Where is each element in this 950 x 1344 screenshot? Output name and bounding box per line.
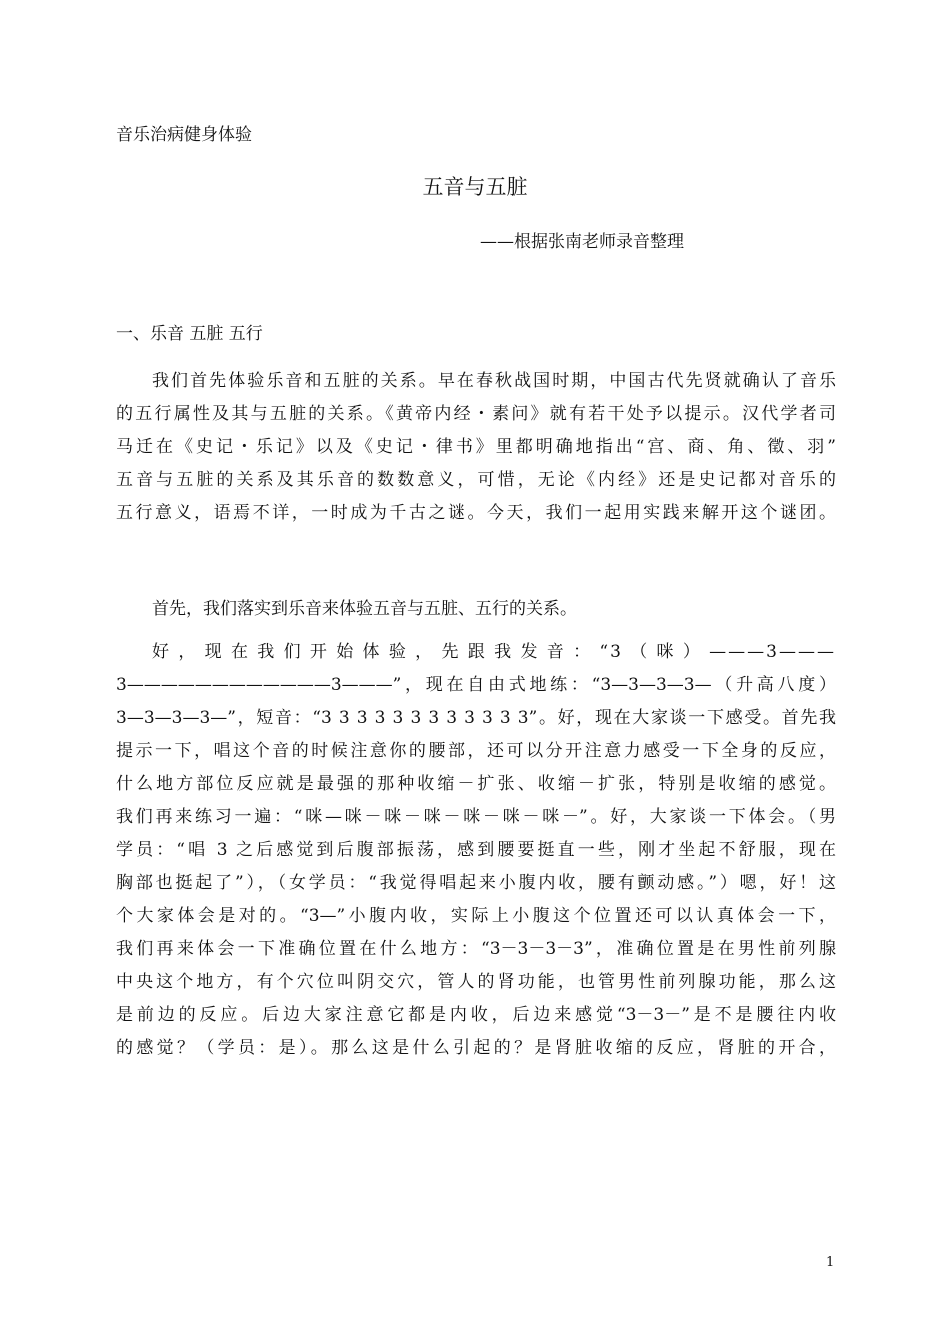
paragraph-line: 五行意义，语焉不详，一时成为千古之谜。今天，我们一起用实践来解开这个谜团。	[116, 503, 836, 523]
paragraph-line: 我们再来体会一下准确位置在什么地方：“3－3－3－3”，准确位置是在男性前列腺	[116, 939, 836, 959]
paragraph-3	[116, 636, 836, 1065]
paragraph-1	[116, 365, 836, 530]
paragraph-line: 好，现在我们开始体验，先跟我发音：“3（咪）———3———	[152, 642, 836, 662]
paragraph-line: 我们首先体验乐音和五脏的关系。早在春秋战国时期，中国古代先贤就确认了音乐	[152, 371, 836, 391]
paragraph-line: 提示一下，唱这个音的时候注意你的腰部，还可以分开注意力感受一下全身的反应，	[116, 741, 836, 761]
document-title: 五音与五脏	[422, 175, 528, 199]
paragraph-line: 学员：“唱 3 之后感觉到后腹部振荡，感到腰要挺直一些，刚才坐起不舒服，现在	[116, 840, 836, 860]
paragraph-line: 中央这个地方，有个穴位叫阴交穴，管人的肾功能，也管男性前列腺功能，那么这	[116, 972, 836, 992]
section-heading: 一、乐音 五脏 五行	[116, 324, 263, 344]
paragraph-line: 五音与五脏的关系及其乐音的数数意义，可惜，无论《内经》还是史记都对音乐的	[116, 470, 836, 490]
paragraph-2	[116, 593, 836, 626]
paragraph-line: 首先，我们落实到乐音来体验五音与五脏、五行的关系。	[152, 599, 577, 619]
paragraph-line: 我们再来练习一遍：“咪—咪－咪－咪－咪－咪－咪－”。好，大家谈一下体会。（男	[116, 807, 836, 827]
paragraph-line: 3—3—3—3—”，短音：“3 3 3 3 3 3 3 3 3 3 3 3”。好，现在大家谈一下感受。首先我	[116, 708, 836, 728]
paragraph-line: 3————————————3———”，现在自由式地练：“3—3—3—3—（升高八度）	[116, 675, 836, 695]
paragraph-line: 胸部也挺起了”），（女学员：“我觉得唱起来小腹内收，腰有颤动感。”）嗯，好！这	[116, 873, 836, 893]
document-subtitle: ——根据张南老师录音整理	[480, 232, 684, 252]
paragraph-line: 个大家体会是对的。“3—”小腹内收，实际上小腹这个位置还可以认真体会一下，	[116, 906, 836, 926]
paragraph-line: 什么地方部位反应就是最强的那种收缩－扩张、收缩－扩张，特别是收缩的感觉。	[116, 774, 836, 794]
document-header-label: 音乐治病健身体验	[116, 125, 252, 145]
paragraph-line: 的五行属性及其与五脏的关系。《黄帝内经・素问》就有若干处予以提示。汉代学者司	[116, 404, 836, 424]
page-number: 1	[826, 1255, 835, 1270]
paragraph-line: 的感觉？（学员：是）。那么这是什么引起的？是肾脏收缩的反应，肾脏的开合，	[116, 1038, 836, 1058]
paragraph-line: 是前边的反应。后边大家注意它都是内收，后边来感觉“3－3－”是不是腰往内收	[116, 1005, 836, 1025]
paragraph-line: 马迁在《史记・乐记》以及《史记・律书》里都明确地指出“宫、商、角、徵、羽”	[116, 437, 836, 457]
